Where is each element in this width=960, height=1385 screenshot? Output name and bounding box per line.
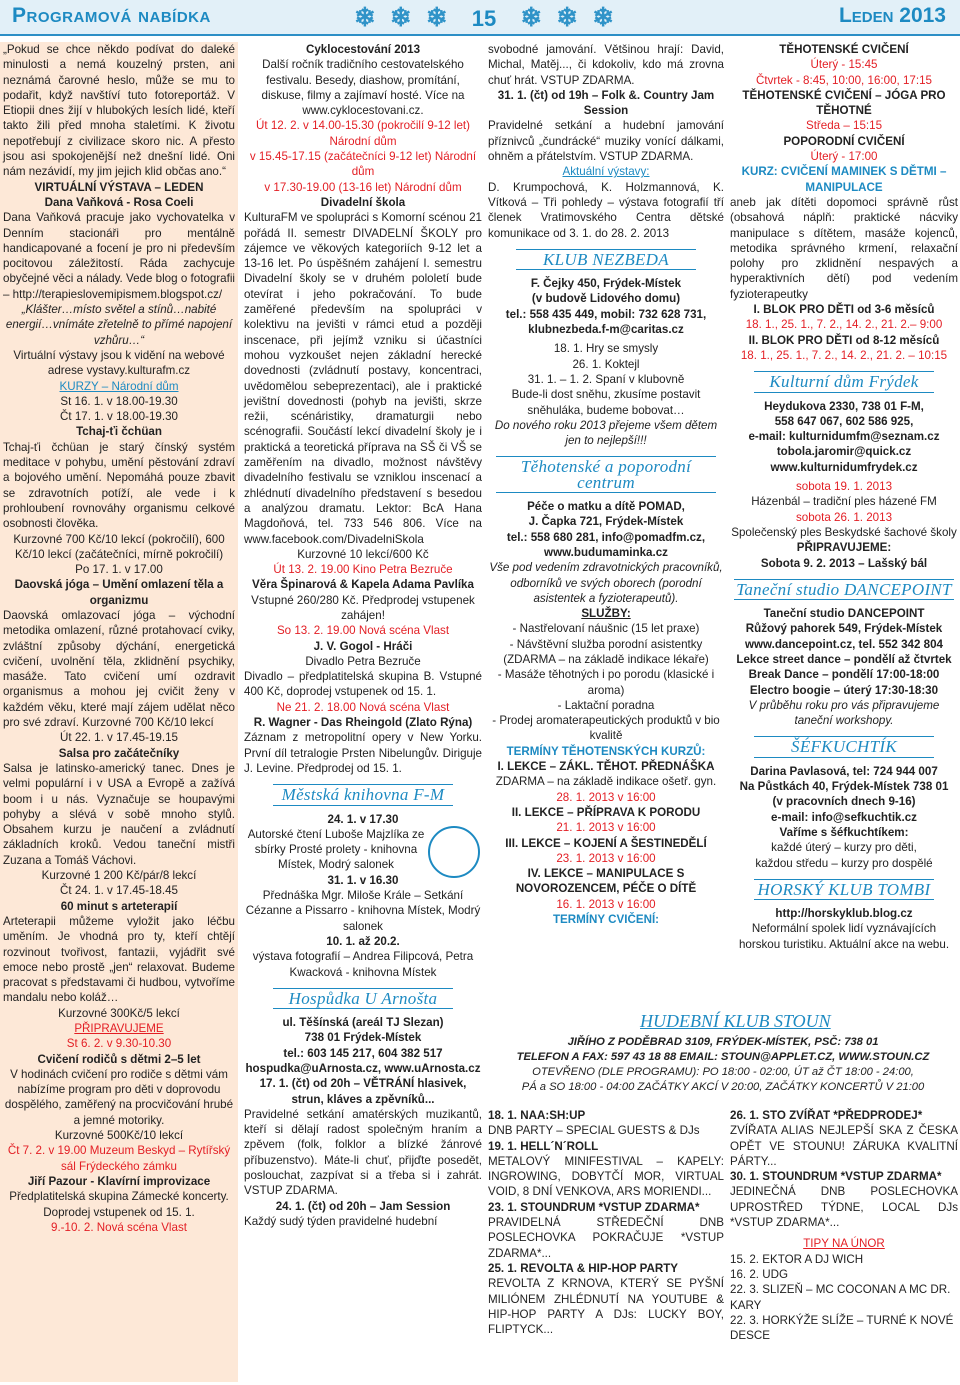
opening-hours: OTEVŘENO (DLE PROGRAMU): PO 18:00 - 02:00, ÚT až ČT 18:00 - 24:00, <box>532 1066 914 1078</box>
address: J. Čapka 721, Frýdek-Místek <box>528 515 684 529</box>
service-item: - Návštěvní služba porodní asistentky (ZDARMA – na základě indikace lékaře) <box>503 637 709 666</box>
paragraph: Dana Vaňková pracuje jako vychovatelka v Denním stacionáři pro mentálně handicapované a focení je pro ni především pocitovou záležitostí. Ráda zachycuje obyčejné věci a nálady. Vede blog o fotografii – http://terapieslovemipismem.blogspot.cz/ <box>3 211 235 301</box>
heading: 31. 1. (čt) od 19h – Folk &. Country Jam Session <box>497 88 715 118</box>
address: JIŘÍHO Z PODĚBRAD 3109, FRÝDEK-MÍSTEK, PSČ: 738 01 <box>567 1036 879 1048</box>
quote: „Klášter…místo světel a stínů…nabité energií…vnímáte zřetelně to přímé napojení vzhůru…“ <box>5 303 233 347</box>
heading: I. LEKCE – ZÁKL. TĚHOT. PŘEDNÁŠKA <box>497 760 715 774</box>
heading: KURZ: CVIČENÍ MAMINEK S DĚTMI – MANIPULACE <box>741 165 947 194</box>
heading: Tchaj-ťi čchüan <box>76 425 162 439</box>
date-line: 24. 1. v 17.30 <box>327 812 399 826</box>
date-line: Čt 24. 1. v 17.45-18.45 <box>60 884 178 898</box>
heading: TIPY NA ÚNOR <box>803 1237 885 1251</box>
heading: Daovská jóga – Umění omlazení těla a organizmu <box>14 578 224 607</box>
contact: (v pracovních dnech 9-16) <box>772 795 916 809</box>
contact: tobola.jaromir@quick.cz <box>776 445 912 459</box>
library-block <box>244 812 482 873</box>
paragraph: aneb jak dítěti dopomoci správně růst (obsahová náplň: praktické nácviky manipulace s dítětem, masáže kojenců, metodika správného krmení, relaxační polohy pro zklidnění nespavých a hyperaktivních dětí) pod vedením fyzioterapeutky <box>730 195 958 301</box>
paragraph: svobodné jamování. Většinou hrají: David, Michal, Matěj..., či kdokoliv, kdo má zrovna chuť hrát. VSTUP ZDARMA. <box>488 43 724 87</box>
address: 738 01 Frýdek-Místek <box>304 1031 422 1045</box>
date-line: St 6. 2. v 9.30-10.30 <box>66 1037 172 1051</box>
event-line: každé úterý – kurzy pro děti, <box>771 841 917 855</box>
heading: TĚHOTENSKÉ CVIČENÍ – JÓGA PRO TĚHOTNÉ <box>742 88 946 118</box>
date-line: sobota 19. 1. 2013 <box>795 480 893 494</box>
event-line: 15. 2. EKTOR A DJ WICH <box>730 1252 864 1266</box>
date-line: Út 22. 1. v 17.45-19.15 <box>60 731 178 745</box>
paragraph: Záznam z metropolitní opery v New Yorku. První díl tetralogie Prsten Nibelungův. Diriguje J. Levine. Předprodej od 15. 1. <box>244 731 482 775</box>
price-line: Kurzovné 700 Kč/10 lekcí (pokročilí), 600 Kč/10 lekcí (začátečníci, mírně pokročilí) <box>13 532 225 561</box>
snowflake-icon: ❄ <box>354 2 376 32</box>
heading: J. V. Gogol - Hráči <box>313 639 413 653</box>
service-item: - Nastřelovaní náušnic (15 let praxe) <box>512 622 700 636</box>
heading: TERMÍNY TĚHOTENSKÝCH KURZŮ: <box>506 744 706 758</box>
section-title: Programová nabídka <box>12 4 211 27</box>
address: (v budově Lidového domu) <box>531 292 681 306</box>
date-line: 18. 1., 25. 1., 7. 2., 14. 2., 21. 2. – 10:15 <box>740 348 948 362</box>
paragraph: Pravidelné setkání a hudební jamování příznivců „čundrácké“ muziky vonící dálkami, ohněm a přátelstvím. VSTUP ZDARMA. <box>488 119 724 164</box>
paragraph: V průběhu roku pro vás připravujeme taneční workshopy. <box>748 698 940 728</box>
paragraph: výstava fotografií – Andrea Filipcová, Petra Kwacková - knihovna Místek <box>252 950 474 979</box>
paragraph: Divadlo Petra Bezruče <box>305 654 421 668</box>
heading[interactable]: KURZY – Národní dům <box>59 379 179 393</box>
page-number-bar <box>350 2 618 33</box>
contact: tel.: 603 145 217, 604 382 517 <box>283 1046 443 1060</box>
heading: 17. 1. (čt) od 20h – VĚTRÁNÍ hlasivek, strun, kláves a zpěvníků... <box>259 1077 467 1106</box>
contact: www.budumaminka.cz <box>544 545 668 559</box>
paragraph: Bude-li dost sněhu, zkusíme postavit sněhuláka, budeme bobovat… <box>511 388 701 417</box>
event-line: 18. 1. Hry se smysly <box>553 342 659 356</box>
date-line: 23. 1. 2013 v 16:00 <box>556 851 656 865</box>
heading: Taneční studio DANCEPOINT <box>763 607 925 621</box>
paragraph: Do nového roku 2013 přejeme všem dětem jen to nejlepší!!! <box>494 418 718 448</box>
event-desc: REVOLTA Z KRNOVA, KTERÝ SE PYŠNÍ MILIÓNEM ZHLÉDNUTÍ NA YOUTUBE & HIP-HOP PARTY A DJs: LUCKY BOY, FLIPTYCK... <box>488 1277 724 1337</box>
paragraph: V hodinách cvičení pro rodiče s dětmi vám nabízíme program pro děti v doprovodu dospělého, zaměřený na procvičování hrubé a jemné motoriky. <box>4 1067 234 1127</box>
date-line: v 17.30-19.00 (13-16 let) Národní dům <box>264 180 462 194</box>
event-desc: PRAVIDELNÁ STŘEDEČNÍ DNB POSLECHOVKA POKRAČUJE *VSTUP ZDARMA*... <box>488 1216 724 1260</box>
section-banner: Městská knihovna F-M <box>273 784 453 805</box>
heading: Divadelní škola <box>320 195 406 209</box>
event-line: Lekce street dance – pondělí až čtvrtek <box>736 652 952 666</box>
section-banner: Těhotenské a poporodní centrum <box>496 456 716 493</box>
snowflake-icon: ❄ <box>425 2 448 32</box>
event-line: Electro boogie – úterý 17:30-18:30 <box>749 683 939 697</box>
heading: Cvičení rodičů s dětmi 2–5 let <box>37 1052 201 1066</box>
date-line: Čt 17. 1. v 18.00-19.30 <box>60 410 178 424</box>
heading: Dana Vaňková - Rosa Coeli <box>44 195 194 209</box>
heading: POPORODNÍ CVIČENÍ <box>783 134 905 148</box>
column-2 <box>244 42 482 1229</box>
heading: Cyklocestování 2013 <box>305 43 421 56</box>
date-line: Úterý - 15:45 <box>810 58 878 72</box>
event-title: 30. 1. STOUNDRUM *VSTUP ZDARMA* <box>730 1170 942 1184</box>
heading: TERMÍNY CVIČENÍ: <box>552 913 660 927</box>
heading: 24. 1. (čt) od 20h – Jam Session <box>275 1199 451 1213</box>
paragraph: Přednáška Mgr. Miloše Krále – Setkání Cézanne a Pissarro - knihovna Místek, Modrý salonek <box>245 889 481 933</box>
address: F. Čejky 450, Frýdek-Místek <box>530 277 682 291</box>
stoun-events-right <box>730 1108 958 1343</box>
stoun-club-title: HUDEBNÍ KLUB STOUN <box>640 1011 831 1031</box>
paragraph: Neformální spolek lidí vyznávajících horskou turistiku. Aktuální akce na webu. <box>738 922 950 951</box>
service-item: - Laktační poradna <box>557 698 655 712</box>
section-banner: HORSKÝ KLUB TOMBI <box>754 879 934 900</box>
heading: SLUŽBY: <box>581 607 631 621</box>
event-line: Break Dance – pondělí 17:00-18:00 <box>748 668 940 682</box>
heading: Salsa pro začátečníky <box>58 746 180 760</box>
heading: TĚHOTENSKÉ CVIČENÍ <box>779 43 909 56</box>
paragraph: ZDARMA – na základě indikace ošetř. gyn. <box>495 775 717 789</box>
price-line: Kurzovné 1 200 Kč/pár/8 lekcí <box>41 869 197 883</box>
column-1 <box>0 42 238 1382</box>
snowflake-icon: ❄ <box>556 2 579 32</box>
paragraph: KulturaFM ve spolupráci s Komorní scénou 21 pořádá II. semestr DIVADELNÍ ŠKOLY pro zájemce ve věkových kategoriích 9-12 let a 13-16 let. Po úspěšném zahájení I. semestru Divadelní školy se v druhém pololetí bude otevírat i jeho pokračování. To bude zaměřené především na spolupráci v kolektivu na jevišti v rámci etud a později inscenace, při jejímž vzniku si účastníci mohou vyzkoušet nejen základní herecké dovednosti (zvládnutí postavy, koncentraci, uvědomělou sebeprezentaci), ale i praktické jevištní dovednosti (pohyb na jevišti, skrze režii, scénáristiky, dramaturgii nebo scénografii. Součástí lekcí divadelní školy je i praktická a teoretická příprava na SŠ či VŠ se zaměřením na divadlo, možnost návštěvy divadelního festivalu se vzniklou inscenací a zhlédnutí divadelního představení s besedou a analýzou dramatu. Lektor: BcA Hana Magdoňová, tel. 733 546 806. Více na www.facebook.com/DivadelniSkola <box>244 211 482 546</box>
snowflake-icon: ❄ <box>592 2 615 32</box>
event-title: 26. 1. STO ZVÍŘAT *PŘEDPRODEJ* <box>730 1109 923 1122</box>
contact: Darina Pavlasová, tel: 724 944 007 <box>750 764 938 778</box>
page-number: 15 <box>471 6 497 31</box>
snowflake-icon: ❄ <box>520 2 543 32</box>
event-line: 22. 3. SLIZEŇ – MC COCONAN A MC DR. KARY <box>730 1283 951 1312</box>
address: Heydukova 2330, 738 01 F-M, <box>764 399 924 413</box>
heading: II. LEKCE – PŘÍPRAVA K PORODU <box>511 805 701 819</box>
address: Růžový pahorek 549, Frýdek-Místek <box>745 622 943 636</box>
date-line: 18. 1., 25. 1., 7. 2., 14. 2., 21. 2.– 9:00 <box>745 318 943 332</box>
date-line: St 16. 1. v 18.00-19.30 <box>60 394 178 408</box>
issue-month: Leden 2013 <box>838 4 946 27</box>
heading: Péče o matku a dítě POMAD, <box>527 500 685 514</box>
column-4 <box>730 42 958 952</box>
section-banner: Kulturní dům Frýdek <box>754 371 934 392</box>
paragraph: Pravidelné setkání amatérských muzikantů, kteří si dělají radost společným hraním a zpěvem (folk, folklor a blízké žánrové příbuzenstvo). Máte-li chuť, přijďte posedět, poslouchat, zazpívat si a třeba si i zahrát. VSTUP ZDARMA. <box>244 1107 482 1198</box>
stoun-club-info <box>488 1035 958 1095</box>
stoun-events-left <box>488 1108 724 1337</box>
heading: R. Wagner - Das Rheingold (Zlato Rýna) <box>253 716 473 730</box>
event-desc: DNB PARTY – SPECIAL GUESTS & DJs <box>488 1124 700 1138</box>
contact: e-mail: info@sefkuchtik.cz <box>771 810 917 824</box>
opening-hours: PÁ a SO 18:00 - 04:00 ZAČÁTKY AKCÍ V 20:00, ZAČÁTKY KONCERTŮ V 21:00 <box>521 1081 925 1093</box>
heading: 60 minut s arteterapií <box>60 899 178 913</box>
address: Na Půstkách 40, Frýdek-Místek 738 01 <box>739 780 949 794</box>
section-banner: ŠÉFKUCHTÍK <box>754 736 934 757</box>
event-desc: ZVÍŘATA ALIAS NEJLEPŠÍ SKA Z ČESKA OPĚT VE STOUNU! ZÁRUKA KVALITNÍ PÁRTY... <box>730 1124 958 1168</box>
heading: VIRTUÁLNÍ VÝSTAVA – LEDEN <box>34 180 204 194</box>
paragraph: Každý sudý týden pravidelné hudební <box>244 1214 438 1228</box>
heading: Aktuální výstavy: <box>562 165 650 179</box>
section-banner: Hospůdka U Arnošta <box>273 988 453 1009</box>
contact: tel.: 558 680 281, info@pomadfm.cz, <box>506 530 706 544</box>
date-line: 9.-10. 2. Nová scéna Vlast <box>51 1220 187 1234</box>
date-line: Čt 7. 2. v 19.00 Muzeum Beskyd – Rytířský sál Frýdeckého zámku <box>7 1144 231 1173</box>
event-title: 18. 1. NAA:SH:UP <box>488 1109 586 1122</box>
address: ul. Těšínská (areál TJ Slezan) <box>282 1016 444 1030</box>
date-line: Středa – 15:15 <box>805 119 883 133</box>
event-line: každou středu – kurzy pro dospělé <box>755 856 933 870</box>
paragraph: Tchaj-ťi čchüan je starý čínský systém meditace v pohybu, umění pěstování zdraví a bojového umění. Nepomáhá pouze zbavit se zdravotních potíží, ale vede i k prohloubení rovnováhy organismu celkové osobnosti člověka. <box>3 440 235 531</box>
date-line: 16. 1. 2013 v 16:00 <box>556 897 656 911</box>
event-line: 22. 3. HORKÝŽE SLÍŽE – TURNÉ K NOVÉ DESCE <box>730 1313 954 1343</box>
price-line: Kurzovné 300Kč/5 lekcí <box>58 1006 180 1020</box>
date-line: 31. 1. v 16.30 <box>327 873 399 887</box>
event-title: 25. 1. REVOLTA & HIP-HOP PARTY <box>488 1261 679 1275</box>
heading: IV. LEKCE – MANIPULACE S NOVOROZENCEM, PÉČE O DÍTĚ <box>515 867 697 896</box>
heading: Vaříme s šéfkuchtíkem: <box>779 825 909 839</box>
event-line: 16. 2. UDG <box>730 1267 788 1281</box>
contact: 558 647 067, 602 586 925, <box>774 414 914 428</box>
date-line: Ne 21. 2. 18.00 Nová scéna Vlast <box>276 700 450 714</box>
page-header <box>0 0 960 36</box>
date-line: 21. 1. 2013 v 16:00 <box>556 821 656 835</box>
paragraph: Vše pod vedením zdravotnických pracovníků, odborníků ve svých oborech (porodní asistentek a fyzioterapeutů). <box>489 561 723 605</box>
event-line: Házenbál – tradiční ples házené FM <box>751 495 937 509</box>
paragraph: Arteterapii můžeme vyložit jako léčbu uměním. Je vhodná pro ty, kteří chtějí rozvinout tvořivost, fantazii, vyjádřit své emoce nebo prostě „jen“ relaxovat. Budeme pracovat s představami či hudbou, vytvoříme mandalu nebo koláž… <box>3 914 235 1005</box>
snowflake-icon: ❄ <box>389 2 412 32</box>
section-banner: Taneční studio DANCEPOINT <box>734 579 954 600</box>
section-banner: KLUB NEZBEDA <box>516 249 696 270</box>
price-line: Kurzovné 10 lekcí/600 Kč <box>297 547 429 561</box>
library-logo-icon <box>428 826 480 878</box>
service-item: - Prodej aromaterapeutických produktů v bio kvalitě <box>492 714 720 743</box>
paragraph: Daovská omlazovací jóga – východní metodika omlazení, různé protahovací cviky, zvláštní způsoby dýchání, energetická cvičení, uvolnění těla, zklidnění psychiky, masáže. Tato cvičení umí ozdravit organismus a mohou jej cvičit ženy v každém věku, které mají zájem udělat něco pro své zdraví. Kurzovné 700 Kč/10 lekcí <box>3 608 235 730</box>
heading: PŘIPRAVUJEME <box>74 1022 164 1035</box>
paragraph: Divadlo – předplatitelská skupina B. Vstupné 400 Kč, doprodej vstupenek od 15. 1. <box>244 670 482 699</box>
date-line: So 13. 2. 19.00 Nová scéna Vlast <box>276 624 450 638</box>
paragraph: D. Krumpochová, K. Holzmannová, K. Vítková – Tři pohledy – výstava fotografií tří členek Vratimovského Centra dětské komunikace od 3. 1. do 28. 2. 2013 <box>488 180 724 240</box>
paragraph: Virtuální výstavy jsou k vidění na webové adrese vystavy.kulturafm.cz <box>13 348 225 378</box>
intro-quote: „Pokud se chce někdo podívat do daleké minulosti a nemá kouzelný prsten, ani neznámá čarovné heslo, může se mu to podařit, když navštíví tuto fotoreportáž. V Etiopii dnes žijí v hlubokých lesích lidé, kteří takto žili před mnoha staletími. K životu nepotřebují z civilizace skoro nic. A přesto jsou asi spokojenější než dnešní lidé. Oni nám nezávidí, my jim jejich klid občas ano.“ <box>3 43 235 179</box>
paragraph: Předplatitelská skupina Zámecké koncerty. Doprodej vstupenek od 15. 1. <box>9 1190 229 1219</box>
heading: I. BLOK PRO DĚTI od 3-6 měsíců <box>753 303 935 317</box>
date-line: 28. 1. 2013 v 16:00 <box>556 790 656 804</box>
contact: TELEFON A FAX: 597 43 18 88 EMAIL: STOUN@APPLET.CZ, WWW.STOUN.CZ <box>516 1051 930 1063</box>
heading: Jiří Pazour - Klavírní improvizace <box>27 1174 211 1188</box>
event-line: Společenský ples Beskydské šachové školy <box>731 525 957 539</box>
date-line: Čtvrtek - 8:45, 10:00, 16:00, 17:15 <box>756 73 932 87</box>
contact: www.kulturnidumfrydek.cz <box>770 460 918 474</box>
contact: klubnezbeda.f-m@caritas.cz <box>528 323 684 337</box>
event-desc: JEDINEČNÁ DNB POSLECHOVKA UPROSTŘED TÝDNE, LOCAL DJs *VSTUP ZDARMA*... <box>730 1185 958 1230</box>
price-line: Kurzovné 500Kč/10 lekcí <box>54 1129 184 1143</box>
contact: www.dancepoint.cz, tel. 552 342 804 <box>744 637 944 651</box>
paragraph: Další ročník tradičního cestovatelského festivalu. Besedy, diashow, promítání, diskuse, filmy a zajímaví hosté. Více na www.cyklocestovani.cz. <box>261 58 465 118</box>
date-line: Út 13. 2. 19.00 Kino Petra Bezruče <box>273 563 453 577</box>
heading: Věra Špinarová & Kapela Adama Pavlíka <box>252 578 474 592</box>
date-line: Po 17. 1. v 17.00 <box>75 563 163 577</box>
heading: II. BLOK PRO DĚTI od 8-12 měsíců <box>748 333 940 347</box>
date-line: Út 12. 2. v 14.00-15.30 (pokročilí 9-12 let) Národní dům <box>256 119 470 148</box>
event-title: 19. 1. HELL´N´ROLL <box>488 1139 599 1153</box>
heading: PŘIPRAVUJEME: <box>796 541 892 555</box>
date-line: sobota 26. 1. 2013 <box>795 510 893 524</box>
event-line: 26. 1. Koktejl <box>572 357 640 371</box>
event-title: 23. 1. STOUNDRUM *VSTUP ZDARMA* <box>488 1200 700 1214</box>
contact: http://horskyklub.blog.cz <box>775 907 913 921</box>
date-line: 10. 1. až 20.2. <box>326 934 400 948</box>
date-line: v 15.45-17.15 (začátečníci 9-12 let) Národní dům <box>249 150 477 179</box>
date-line: Úterý - 17:00 <box>810 150 878 164</box>
contact: tel.: 558 435 449, mobil: 732 628 731, <box>505 307 707 321</box>
heading: III. LEKCE – KOJENÍ A ŠESTINEDĚLÍ <box>505 836 707 850</box>
paragraph: Autorské čtení Luboše Majzlíka ze sbírky Prosté prolety - knihovna Místek, Modrý salonek <box>247 827 425 872</box>
contact: hospudka@uArnosta.cz, www.uArnosta.cz <box>245 1062 481 1075</box>
event-line: Sobota 9. 2. 2013 – Lašský bál <box>760 556 928 570</box>
service-item: - Masáže těhotných i po porodu (klasické i aroma) <box>497 668 715 697</box>
column-3 <box>488 42 724 927</box>
event-line: 31. 1. – 1. 2. Spaní v klubovně <box>527 372 685 386</box>
contact: e-mail: kulturnidumfm@seznam.cz <box>748 430 940 444</box>
paragraph: Salsa je latinsko-americký tanec. Dnes je velmi populární i v USA a Evropě a zažívá boom i u nás. Vyznačuje se houpavými pohyby a slévá v sobě mnoho stylů. Obsahem kurzu je naučení a zvládnutí základních kroků. Vedou taneční mistři Zuzana a Tomáš Váchovi. <box>3 761 235 867</box>
event-desc: METALOVÝ MINIFESTIVAL – KAPELY: INGROWING, DOBYTČÍ MOR, VIRTUAL VOID, 8 DNÍ VENKOVA, ARS MORIENDI... <box>488 1154 724 1199</box>
paragraph: Vstupné 260/280 Kč. Předprodej vstupenek zahájen! <box>251 593 475 622</box>
